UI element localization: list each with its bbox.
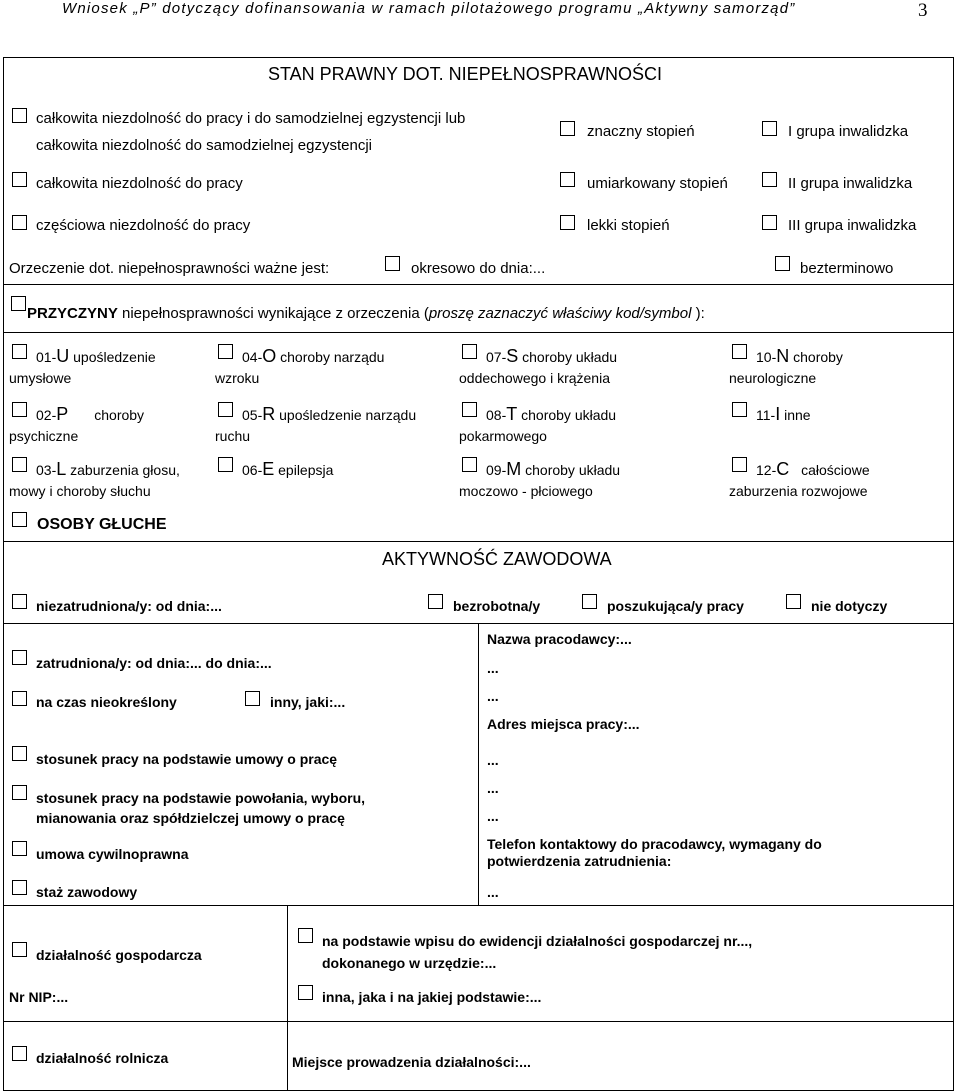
checkbox-indefinite[interactable] bbox=[775, 256, 790, 271]
employer-name-label: Nazwa pracodawcy:... bbox=[487, 631, 632, 647]
label-severe-degree: znaczny stopień bbox=[587, 123, 695, 140]
cause-code: 06- bbox=[242, 462, 263, 478]
checkbox-business[interactable] bbox=[12, 942, 27, 957]
label-farming: działalność rolnicza bbox=[36, 1050, 169, 1066]
checkbox-cause-n[interactable] bbox=[732, 344, 747, 359]
checkbox-cause-t[interactable] bbox=[462, 402, 477, 417]
divider-causes-top bbox=[3, 284, 954, 285]
cause-label-p bbox=[36, 404, 144, 425]
label-group-1: I grupa inwalidzka bbox=[788, 123, 909, 140]
cause-label-l bbox=[36, 459, 180, 480]
cause-symbol: I bbox=[775, 404, 781, 424]
cause-label-cont-c: zaburzenia rozwojowe bbox=[729, 483, 868, 499]
cause-label-r bbox=[242, 404, 416, 425]
checkbox-internship[interactable] bbox=[12, 880, 27, 895]
causes-text: niepełnosprawności wynikające z orzeczenia ( bbox=[117, 305, 429, 322]
label-seeking: poszukująca/y pracy bbox=[607, 598, 744, 614]
cause-code: 09- bbox=[486, 462, 507, 478]
cause-symbol: U bbox=[56, 346, 70, 366]
cause-symbol: P bbox=[56, 404, 69, 424]
causes-prefix: PRZYCZYNY bbox=[27, 305, 118, 322]
checkbox-appointment[interactable] bbox=[12, 785, 27, 800]
cause-label-cont-u: umysłowe bbox=[9, 370, 72, 386]
checkbox-total-incapacity-work[interactable] bbox=[12, 172, 27, 187]
employer-phone-label-l1: Telefon kontaktowy do pracodawcy, wymagany do bbox=[487, 836, 822, 852]
label-group-3: III grupa inwalidzka bbox=[788, 217, 917, 234]
cause-label-u bbox=[36, 346, 156, 367]
label-business-entry-l1: na podstawie wpisu do ewidencji działalności gospodarczej nr..., bbox=[322, 933, 753, 949]
cause-text: upośledzenie narządu bbox=[275, 407, 417, 423]
cause-text: choroby narządu bbox=[276, 349, 385, 365]
label-mild-degree: lekki stopień bbox=[587, 217, 670, 234]
checkbox-farming[interactable] bbox=[12, 1046, 27, 1061]
cause-label-i bbox=[756, 404, 811, 425]
cause-text: całościowe bbox=[797, 462, 870, 478]
checkbox-cause-u[interactable] bbox=[12, 344, 27, 359]
checkbox-jobless[interactable] bbox=[428, 594, 443, 609]
cause-label-n bbox=[756, 346, 843, 367]
cause-label-m bbox=[486, 459, 620, 480]
label-employed: zatrudniona/y: od dnia:... do dnia:... bbox=[36, 655, 272, 671]
label-moderate-degree: umiarkowany stopień bbox=[587, 175, 728, 192]
cause-code: 01- bbox=[36, 349, 57, 365]
cause-code: 05- bbox=[242, 407, 263, 423]
cause-label-cont-l: mowy i choroby słuchu bbox=[9, 483, 151, 499]
checkbox-business-entry[interactable] bbox=[298, 928, 313, 943]
cause-label-cont-n: neurologiczne bbox=[729, 370, 817, 386]
label-civil-contract: umowa cywilnoprawna bbox=[36, 846, 189, 862]
checkbox-periodic[interactable] bbox=[385, 256, 400, 271]
label-unemployed: niezatrudniona/y: od dnia:... bbox=[36, 598, 222, 614]
divider-farm-top bbox=[3, 1021, 954, 1022]
checkbox-severe-degree[interactable] bbox=[560, 121, 575, 136]
cause-symbol: M bbox=[506, 459, 522, 479]
cause-symbol: L bbox=[56, 459, 67, 479]
cause-symbol: O bbox=[262, 346, 277, 366]
cause-label-cont-m: moczowo - płciowego bbox=[459, 483, 593, 499]
cause-label-t bbox=[486, 404, 616, 425]
label-business: działalność gospodarcza bbox=[36, 947, 202, 963]
checkbox-group-2[interactable] bbox=[762, 172, 777, 187]
cause-label-cont-s: oddechowego i krążenia bbox=[459, 370, 610, 386]
checkbox-group-1[interactable] bbox=[762, 121, 777, 136]
cause-text: choroby układu bbox=[517, 407, 617, 423]
checkbox-seeking[interactable] bbox=[582, 594, 597, 609]
checkbox-indefinite-term[interactable] bbox=[12, 691, 27, 706]
farm-place-text: Miejsce prowadzenia działalności:... bbox=[292, 1054, 531, 1070]
workplace-line-1: ... bbox=[487, 752, 499, 768]
cause-text: choroby układu bbox=[521, 462, 621, 478]
label-internship: staż zawodowy bbox=[36, 884, 138, 900]
document-header: Wniosek „P” dotyczący dofinansowania w ramach pilotażowego programu „Aktywny samorząd” bbox=[62, 0, 796, 17]
cause-text: epilepsja bbox=[274, 462, 334, 478]
cause-text: choroby układu bbox=[518, 349, 618, 365]
label-total-incapacity-l1: całkowita niezdolność do pracy i do samodzielnej egzystencji lub bbox=[36, 110, 466, 127]
label-indefinite: bezterminowo bbox=[800, 260, 894, 277]
label-farm-place bbox=[292, 1054, 531, 1070]
checkbox-cause-o[interactable] bbox=[218, 344, 233, 359]
employer-name-line-2: ... bbox=[487, 688, 499, 704]
employer-name-line-1: ... bbox=[487, 660, 499, 676]
cause-label-cont-t: pokarmowego bbox=[459, 428, 547, 444]
divider-work-top bbox=[3, 541, 954, 542]
checkbox-mild-degree[interactable] bbox=[560, 215, 575, 230]
cause-label-c bbox=[756, 459, 870, 480]
cause-symbol: N bbox=[776, 346, 790, 366]
checkbox-cause-s[interactable] bbox=[462, 344, 477, 359]
causes-italic: proszę zaznaczyć właściwy kod/symbol bbox=[428, 305, 692, 322]
cause-label-o bbox=[242, 346, 384, 367]
checkbox-cause-c[interactable] bbox=[732, 457, 747, 472]
cause-code: 11- bbox=[756, 407, 776, 423]
cause-symbol: E bbox=[262, 459, 275, 479]
cause-text: upośledzenie bbox=[69, 349, 156, 365]
cause-code: 04- bbox=[242, 349, 263, 365]
checkbox-cause-l[interactable] bbox=[12, 457, 27, 472]
checkbox-not-applicable[interactable] bbox=[786, 594, 801, 609]
checkbox-cause-e[interactable] bbox=[218, 457, 233, 472]
cause-text: choroby bbox=[789, 349, 843, 365]
cause-label-cont-r: ruchu bbox=[215, 428, 251, 444]
checkbox-unemployed[interactable] bbox=[12, 594, 27, 609]
cause-symbol: T bbox=[506, 404, 518, 424]
checkbox-civil-contract[interactable] bbox=[12, 841, 27, 856]
validity-label: Orzeczenie dot. niepełnosprawności ważne jest: bbox=[9, 260, 330, 277]
employer-phone-line: ... bbox=[487, 884, 499, 900]
cause-text: inne bbox=[780, 407, 811, 423]
label-indefinite-term: na czas nieokreślony bbox=[36, 694, 177, 710]
page-number: 3 bbox=[918, 0, 928, 21]
employer-phone-label-l2: potwierdzenia zatrudnienia: bbox=[487, 853, 672, 869]
cause-code: 03- bbox=[36, 462, 57, 478]
work-heading: AKTYWNOŚĆ ZAWODOWA bbox=[382, 549, 612, 569]
cause-code: 07- bbox=[486, 349, 507, 365]
checkbox-total-incapacity-independent[interactable] bbox=[12, 108, 27, 123]
label-total-incapacity-work: całkowita niezdolność do pracy bbox=[36, 175, 243, 192]
label-periodic: okresowo do dnia:... bbox=[411, 260, 546, 277]
checkbox-employment-contract[interactable] bbox=[12, 746, 27, 761]
divider-business-top bbox=[3, 905, 954, 906]
causes-heading bbox=[27, 305, 705, 322]
label-appointment-l1: stosunek pracy na podstawie powołania, wyboru, bbox=[36, 790, 366, 806]
label-nip: Nr NIP:... bbox=[9, 989, 69, 1005]
label-jobless: bezrobotna/y bbox=[453, 598, 541, 614]
checkbox-partial-incapacity[interactable] bbox=[12, 215, 27, 230]
checkbox-employed[interactable] bbox=[12, 650, 27, 665]
divider-employment-vertical bbox=[478, 623, 479, 905]
checkbox-group-3[interactable] bbox=[762, 215, 777, 230]
label-group-2: II grupa inwalidzka bbox=[788, 175, 913, 192]
checkbox-deaf[interactable] bbox=[12, 512, 27, 527]
label-other-term: inny, jaki:... bbox=[270, 694, 346, 710]
label-appointment-l2: mianowania oraz spółdzielczej umowy o pracę bbox=[36, 810, 345, 826]
workplace-line-2: ... bbox=[487, 780, 499, 796]
workplace-label: Adres miejsca pracy:... bbox=[487, 716, 640, 732]
cause-code: 12- bbox=[756, 462, 777, 478]
cause-symbol: S bbox=[506, 346, 519, 366]
divider-causes-bottom bbox=[3, 332, 954, 333]
checkbox-other-term[interactable] bbox=[245, 691, 260, 706]
checkbox-business-other[interactable] bbox=[298, 985, 313, 1000]
checkbox-cause-r[interactable] bbox=[218, 402, 233, 417]
cause-text: zaburzenia głosu, bbox=[66, 462, 180, 478]
checkbox-causes[interactable] bbox=[11, 296, 26, 311]
label-total-incapacity-l2: całkowita niezdolność do samodzielnej egzystencji bbox=[36, 137, 373, 154]
cause-code: 10- bbox=[756, 349, 777, 365]
label-partial-incapacity: częściowa niezdolność do pracy bbox=[36, 217, 251, 234]
cause-code: 08- bbox=[486, 407, 507, 423]
disability-heading: STAN PRAWNY DOT. NIEPEŁNOSPRAWNOŚCI bbox=[268, 64, 663, 84]
label-business-entry-l2: dokonanego w urzędzie:... bbox=[322, 955, 497, 971]
checkbox-cause-i[interactable] bbox=[732, 402, 747, 417]
label-deaf: OSOBY GŁUCHE bbox=[37, 516, 167, 533]
checkbox-cause-m[interactable] bbox=[462, 457, 477, 472]
cause-label-s bbox=[486, 346, 617, 367]
cause-text: choroby bbox=[94, 407, 145, 423]
causes-suffix: ): bbox=[691, 305, 705, 322]
label-business-other: inna, jaka i na jakiej podstawie:... bbox=[322, 989, 542, 1005]
checkbox-cause-p[interactable] bbox=[12, 402, 27, 417]
workplace-line-3: ... bbox=[487, 808, 499, 824]
label-not-applicable: nie dotyczy bbox=[811, 598, 888, 614]
cause-label-e bbox=[242, 459, 333, 480]
cause-symbol: R bbox=[262, 404, 276, 424]
cause-label-cont-o: wzroku bbox=[215, 370, 260, 386]
checkbox-moderate-degree[interactable] bbox=[560, 172, 575, 187]
cause-label-cont-p: psychiczne bbox=[9, 428, 79, 444]
label-employment-contract: stosunek pracy na podstawie umowy o pracę bbox=[36, 751, 338, 767]
cause-symbol: C bbox=[776, 459, 790, 479]
cause-code: 02- bbox=[36, 407, 57, 423]
divider-business-vertical bbox=[287, 905, 288, 1091]
